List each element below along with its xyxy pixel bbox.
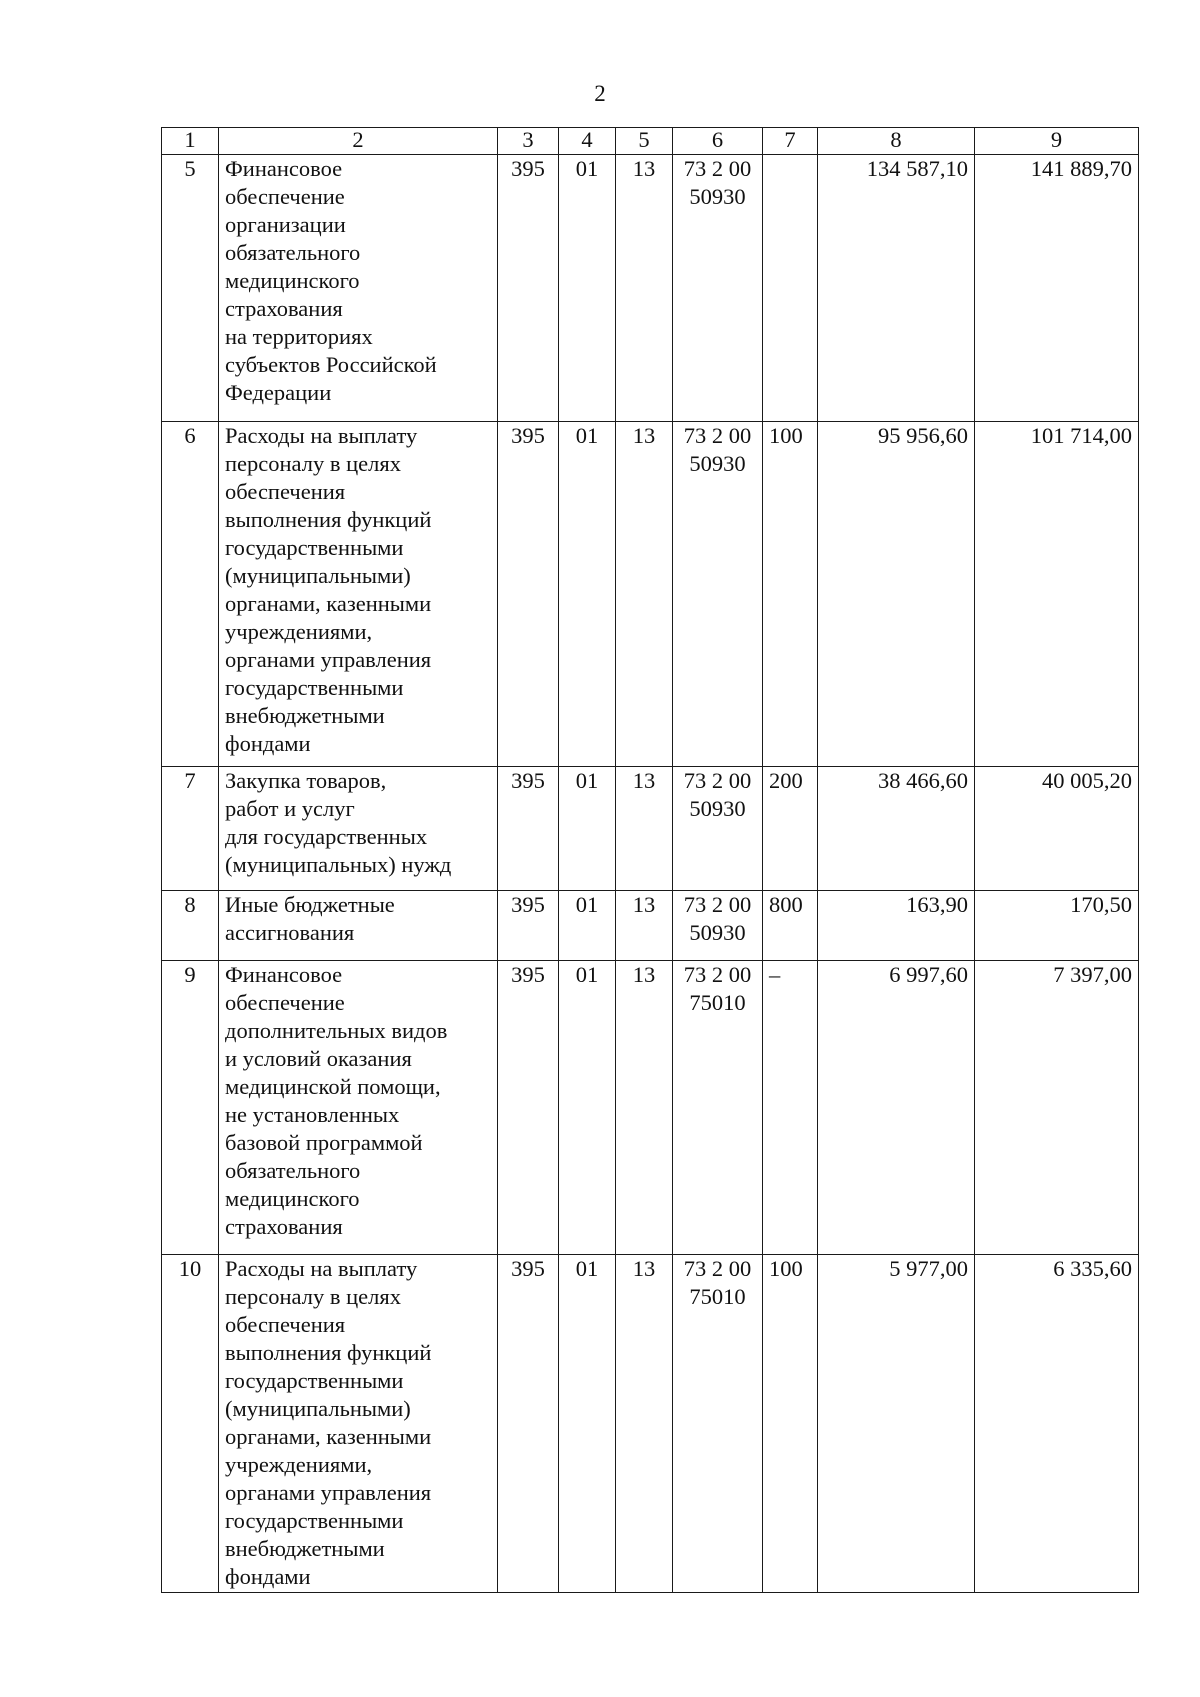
budget-table (161, 127, 1139, 1593)
target-article-cell (673, 1255, 763, 1593)
item-name-line: Расходы на выплату (225, 423, 418, 448)
expense-type-cell: 800 (763, 891, 818, 961)
col-header-9: 9 (975, 128, 1139, 155)
subsection-code-cell: 13 (616, 1255, 673, 1593)
amount-year2-cell: 40 005,20 (975, 767, 1139, 891)
expense-type-cell: – (763, 961, 818, 1255)
section-code-cell: 01 (559, 767, 616, 891)
table-body (162, 155, 1139, 1593)
item-name-line: обеспечения (225, 479, 346, 504)
amount-year1-cell: 5 977,00 (818, 1255, 975, 1593)
item-name-cell (219, 155, 498, 422)
item-name-line: Финансовое (225, 156, 343, 181)
section-code-cell: 01 (559, 422, 616, 767)
item-name-line: обеспечение (225, 184, 345, 209)
item-name-line: органами, казенными (225, 591, 432, 616)
col-header-1: 1 (162, 128, 219, 155)
target-article-cell (673, 891, 763, 961)
item-name-line: медицинской помощи, (225, 1074, 441, 1099)
grbs-code-cell: 395 (498, 767, 559, 891)
item-name-line: фондами (225, 731, 311, 756)
item-name-line: (муниципальных) нужд (225, 852, 452, 877)
row-number-cell: 6 (162, 422, 219, 767)
item-name-line: обеспечения (225, 1312, 346, 1337)
item-name-line: органами управления (225, 647, 432, 672)
expense-type-cell: 100 (763, 422, 818, 767)
item-name-line: Федерации (225, 380, 332, 405)
item-name-line: Финансовое (225, 962, 343, 987)
section-code-cell: 01 (559, 155, 616, 422)
amount-year1-cell: 95 956,60 (818, 422, 975, 767)
target-article-line: 73 2 00 (683, 1256, 752, 1281)
item-name-line: Расходы на выплату (225, 1256, 418, 1281)
item-name-line: организации (225, 212, 346, 237)
item-name-line: Иные бюджетные (225, 892, 395, 917)
col-header-3: 3 (498, 128, 559, 155)
item-name-line: персоналу в целях (225, 451, 401, 476)
grbs-code-cell: 395 (498, 1255, 559, 1593)
target-article-line: 73 2 00 (683, 423, 752, 448)
item-name-cell (219, 961, 498, 1255)
section-code-cell: 01 (559, 961, 616, 1255)
target-article-cell (673, 155, 763, 422)
grbs-code-cell: 395 (498, 422, 559, 767)
amount-year2-cell: 101 714,00 (975, 422, 1139, 767)
grbs-code-cell: 395 (498, 155, 559, 422)
target-article-line: 73 2 00 (683, 892, 752, 917)
item-name-line: (муниципальными) (225, 1396, 411, 1421)
table-row (162, 767, 1139, 891)
row-number-cell: 5 (162, 155, 219, 422)
amount-year2-cell: 141 889,70 (975, 155, 1139, 422)
amount-year2-cell: 7 397,00 (975, 961, 1139, 1255)
item-name-line: на территориях (225, 324, 373, 349)
item-name-line: фондами (225, 1564, 311, 1589)
section-code-cell: 01 (559, 1255, 616, 1593)
table-row (162, 891, 1139, 961)
item-name-line: государственными (225, 535, 404, 560)
table-row (162, 961, 1139, 1255)
item-name-line: внебюджетными (225, 1536, 385, 1561)
item-name-line: дополнительных видов (225, 1018, 448, 1043)
item-name-line: учреждениями, (225, 1452, 373, 1477)
item-name-line: органами управления (225, 1480, 432, 1505)
subsection-code-cell: 13 (616, 891, 673, 961)
table-row (162, 422, 1139, 767)
item-name-line: государственными (225, 675, 404, 700)
col-header-8: 8 (818, 128, 975, 155)
target-article-cell (673, 961, 763, 1255)
col-header-2: 2 (219, 128, 498, 155)
item-name-line: субъектов Российской (225, 352, 437, 377)
item-name-line: выполнения функций (225, 507, 432, 532)
item-name-line: Закупка товаров, (225, 768, 387, 793)
subsection-code-cell: 13 (616, 961, 673, 1255)
item-name-line: ассигнования (225, 920, 355, 945)
amount-year1-cell: 163,90 (818, 891, 975, 961)
item-name-line: обеспечение (225, 990, 345, 1015)
item-name-line: государственными (225, 1508, 404, 1533)
item-name-line: государственными (225, 1368, 404, 1393)
expense-type-cell: 200 (763, 767, 818, 891)
item-name-line: внебюджетными (225, 703, 385, 728)
item-name-line: и условий оказания (225, 1046, 412, 1071)
item-name-line: (муниципальными) (225, 563, 411, 588)
subsection-code-cell: 13 (616, 422, 673, 767)
subsection-code-cell: 13 (616, 155, 673, 422)
row-number-cell: 10 (162, 1255, 219, 1593)
item-name-line: обязательного (225, 240, 361, 265)
item-name-line: медицинского (225, 268, 360, 293)
target-article-cell (673, 767, 763, 891)
amount-year2-cell: 6 335,60 (975, 1255, 1139, 1593)
item-name-line: работ и услуг (225, 796, 355, 821)
item-name-line: не установленных (225, 1102, 400, 1127)
row-number-cell: 9 (162, 961, 219, 1255)
target-article-line: 73 2 00 (683, 156, 752, 181)
grbs-code-cell: 395 (498, 961, 559, 1255)
grbs-code-cell: 395 (498, 891, 559, 961)
col-header-6: 6 (673, 128, 763, 155)
item-name-cell (219, 767, 498, 891)
amount-year1-cell: 134 587,10 (818, 155, 975, 422)
item-name-line: выполнения функций (225, 1340, 432, 1365)
item-name-cell (219, 1255, 498, 1593)
amount-year1-cell: 6 997,60 (818, 961, 975, 1255)
page-number: 2 (594, 81, 606, 106)
item-name-line: учреждениями, (225, 619, 373, 644)
target-article-line: 50930 (689, 451, 746, 476)
target-article-line: 75010 (689, 1284, 746, 1309)
target-article-line: 75010 (689, 990, 746, 1015)
target-article-line: 73 2 00 (683, 768, 752, 793)
target-article-cell (673, 422, 763, 767)
item-name-line: персоналу в целях (225, 1284, 401, 1309)
target-article-line: 50930 (689, 920, 746, 945)
item-name-cell (219, 891, 498, 961)
header-row (162, 128, 1139, 155)
col-header-4: 4 (559, 128, 616, 155)
amount-year2-cell: 170,50 (975, 891, 1139, 961)
section-code-cell: 01 (559, 891, 616, 961)
expense-type-cell: 100 (763, 1255, 818, 1593)
target-article-line: 73 2 00 (683, 962, 752, 987)
table-row (162, 155, 1139, 422)
amount-year1-cell: 38 466,60 (818, 767, 975, 891)
item-name-line: обязательного (225, 1158, 361, 1183)
expense-type-cell (763, 155, 818, 422)
item-name-line: базовой программой (225, 1130, 423, 1155)
item-name-line: медицинского (225, 1186, 360, 1211)
target-article-line: 50930 (689, 796, 746, 821)
target-article-line: 50930 (689, 184, 746, 209)
col-header-7: 7 (763, 128, 818, 155)
col-header-5: 5 (616, 128, 673, 155)
item-name-line: для государственных (225, 824, 428, 849)
row-number-cell: 7 (162, 767, 219, 891)
row-number-cell: 8 (162, 891, 219, 961)
item-name-cell (219, 422, 498, 767)
item-name-line: органами, казенными (225, 1424, 432, 1449)
item-name-line: страхования (225, 1214, 343, 1239)
subsection-code-cell: 13 (616, 767, 673, 891)
table-row (162, 1255, 1139, 1593)
item-name-line: страхования (225, 296, 343, 321)
